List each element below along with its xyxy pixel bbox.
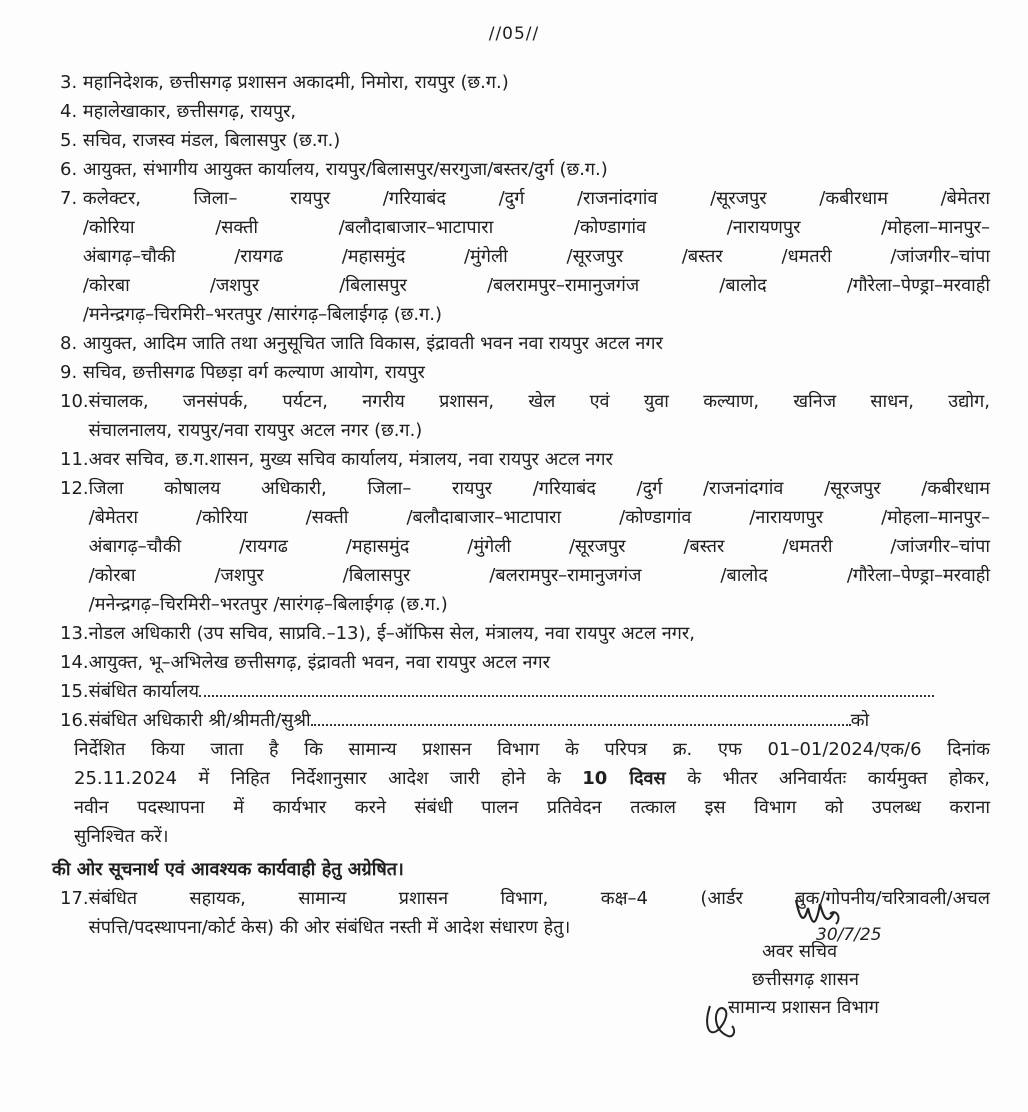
item-text: संबंधित कार्यालय: [88, 681, 200, 702]
item-number: 6.: [60, 159, 78, 180]
signature-block: [728, 938, 879, 1022]
page-number: //05//: [488, 24, 540, 44]
item-number: 11.: [60, 449, 89, 470]
list-item-office: [60, 677, 990, 706]
list-item: [60, 358, 990, 387]
item-suffix: को: [850, 710, 870, 731]
item-text: संबंधित सहायक, सामान्य प्रशासन विभाग, कक्ष–4 (आर्डर बुक/गोपनीय/चरित्रावली/अचल: [88, 888, 990, 909]
item-text: सचिव, छत्तीसगढ पिछड़ा वर्ग कल्याण आयोग, रायपुर: [82, 362, 425, 383]
handwritten-date: 30/7/25: [816, 925, 882, 945]
item-number: 5.: [60, 130, 78, 151]
instruction-paragraph: [74, 735, 990, 851]
item-number: 14.: [60, 652, 89, 673]
item-number: 16.: [60, 710, 89, 731]
paragraph-line: सुनिश्चित करें।: [74, 826, 169, 847]
blank-fill-line: [199, 695, 934, 697]
item-text: आयुक्त, भू–अभिलेख छत्तीसगढ़, इंद्रावती भवन, नवा रायपुर अटल नगर: [88, 652, 550, 673]
item-text: आयुक्त, संभागीय आयुक्त कार्यालय, रायपुर/बिलासपुर/सरगुजा/बस्तर/दुर्ग (छ.ग.): [82, 159, 608, 180]
signatory-designation: अवर सचिव: [762, 941, 838, 962]
item-text: अवर सचिव, छ.ग.शासन, मुख्य सचिव कार्यालय, मंत्रालय, नवा रायपुर अटल नगर: [88, 449, 613, 470]
item-text: संचालक, जनसंपर्क, पर्यटन, नगरीय प्रशासन, खेल एवं युवा कल्याण, खनिज साधन, उद्योग,: [88, 391, 990, 412]
item-text: /कोरबा /जशपुर /बिलासपुर /बलरामपुर–रामानुजगंज /बालोद /गौरेला–पेण्ड्रा–मरवाही: [82, 275, 990, 296]
list-item: [60, 474, 990, 619]
item-number: 3.: [60, 72, 78, 93]
forward-note: की ओर सूचनार्थ एवं आवश्यक कार्यवाही हेतु अग्रेषित।: [52, 859, 404, 880]
item-number: 12.: [60, 478, 89, 499]
item-text: अंबागढ़–चौकी /रायगढ /महासमुंद /मुंगेली /सूरजपुर /बस्तर /धमतरी /जांजगीर–चांपा: [88, 536, 990, 557]
paragraph-line: 25.11.2024 में निहित निर्देशानुसार आदेश जारी होने के 10 दिवस के भीतर अनिवार्यतः कार्यमुक्त होकर,: [74, 768, 990, 789]
list-item: [60, 648, 990, 677]
list-item: [60, 445, 990, 474]
item-number: 8.: [60, 333, 78, 354]
list-item: [60, 619, 990, 648]
item-text: कलेक्टर, जिला– रायपुर /गरियाबंद /दुर्ग /राजनांदगांव /सूरजपुर /कबीरधाम /बेमेतरा: [82, 188, 990, 209]
list-item: [60, 97, 990, 126]
item-text: संपत्ति/पदस्थापना/कोर्ट केस) की ओर संबंधित नस्ती में आदेश संधारण हेतु।: [88, 917, 571, 938]
paragraph-line: नवीन पदस्थापना में कार्यभार करने संबंधी पालन प्रतिवेदन तत्काल इस विभाग को उपलब्ध कराना: [74, 797, 990, 818]
item-text: नोडल अधिकारी (उप सचिव, साप्रवि.–13), ई–ऑफिस सेल, मंत्रालय, नवा रायपुर अटल नगर,: [88, 623, 695, 644]
item-text: आयुक्त, आदिम जाति तथा अनुसूचित जाति विकास, इंद्रावती भवन नवा रायपुर अटल नगर: [82, 333, 663, 354]
item-number: 9.: [60, 362, 78, 383]
list-item: [60, 155, 990, 184]
item-number: 7.: [60, 188, 78, 209]
item-text: महालेखाकार, छत्तीसगढ़, रायपुर,: [82, 101, 297, 122]
item-text: संचालनालय, रायपुर/नवा रायपुर अटल नगर (छ.ग.): [88, 420, 423, 441]
signatory-government: छत्तीसगढ़ शासन: [752, 969, 859, 990]
paragraph-line: निर्देशित किया जाता है कि सामान्य प्रशासन विभाग के परिपत्र क्र. एफ 01–01/2024/एक/6 दिनांक: [74, 739, 990, 760]
item-text: जिला कोषालय अधिकारी, जिला– रायपुर /गरियाबंद /दुर्ग /राजनांदगांव /सूरजपुर /कबीरधाम: [88, 478, 990, 499]
item-text: सचिव, राजस्व मंडल, बिलासपुर (छ.ग.): [82, 130, 341, 151]
item-text: /मनेन्द्रगढ़–चिरमिरी–भरतपुर /सारंगढ़–बिलाईगढ़ (छ.ग.): [88, 594, 448, 615]
item-number: 10.: [60, 391, 89, 412]
list-item: [60, 184, 990, 329]
blank-fill-line: [311, 724, 851, 726]
item-text: /कोरबा /जशपुर /बिलासपुर /बलरामपुर–रामानुजगंज /बालोद /गौरेला–पेण्ड्रा–मरवाही: [88, 565, 990, 586]
item-text: अंबागढ़–चौकी /रायगढ /महासमुंद /मुंगेली /सूरजपुर /बस्तर /धमतरी /जांजगीर–चांपा: [82, 246, 990, 267]
list-item: [60, 126, 990, 155]
item-number: 15.: [60, 681, 89, 702]
list-item-officer: [60, 706, 990, 735]
list-item: [60, 387, 990, 445]
item-number: 17.: [60, 888, 89, 909]
item-text: /बेमेतरा /कोरिया /सक्ती /बलौदाबाजार–भाटापारा /कोण्डागांव /नारायणपुर /मोहला–मानपुर–: [88, 507, 990, 528]
item-text: /कोरिया /सक्ती /बलौदाबाजार–भाटापारा /कोण्डागांव /नारायणपुर /मोहला–मानपुर–: [82, 217, 990, 238]
deadline-text: 10 दिवस: [582, 768, 666, 789]
list-item: [60, 68, 990, 97]
item-text: संबंधित अधिकारी श्री/श्रीमती/सुश्री: [88, 710, 311, 731]
signatory-department: सामान्य प्रशासन विभाग: [728, 997, 879, 1018]
item-number: 4.: [60, 101, 78, 122]
item-number: 13.: [60, 623, 89, 644]
item-text: /मनेन्द्रगढ़–चिरमिरी–भरतपुर /सारंगढ़–बिलाईगढ़ (छ.ग.): [82, 304, 443, 325]
distribution-list: [52, 68, 990, 942]
list-item: [60, 329, 990, 358]
item-text: महानिदेशक, छत्तीसगढ़ प्रशासन अकादमी, निमोरा, रायपुर (छ.ग.): [82, 72, 509, 93]
